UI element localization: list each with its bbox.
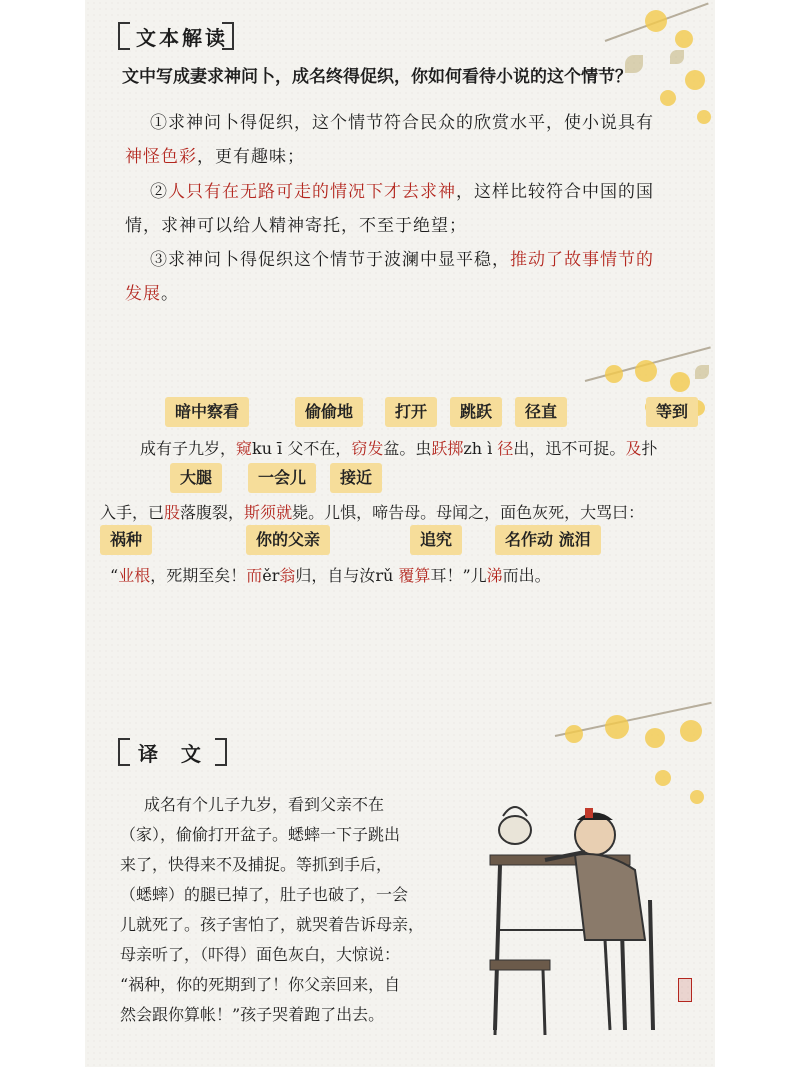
source-text: 扑 <box>641 439 658 458</box>
gloss-tag: 名作动 流泪 <box>495 525 601 555</box>
source-line-3 <box>110 563 551 586</box>
highlighted-word: 及 <box>625 439 642 458</box>
source-text: “ <box>110 566 119 585</box>
gloss-tag: 祸种 <box>100 525 152 555</box>
translation-body <box>120 790 450 1030</box>
gloss-tag: 打开 <box>385 397 437 427</box>
source-text: 出，迅不可捉。 <box>513 439 626 458</box>
source-text: 归，自与汝rǔ <box>295 566 399 585</box>
highlighted-word: 斯须 <box>244 503 277 522</box>
source-line-2 <box>100 500 644 523</box>
source-text: 耳！”儿 <box>430 566 487 585</box>
highlighted-word: 翁 <box>279 566 296 585</box>
highlighted-word: 径 <box>497 439 514 458</box>
answer-point-1-line-2: 神怪色彩，更有趣味； <box>125 147 305 167</box>
highlighted-word: 股 <box>164 503 181 522</box>
highlighted-word: 涕 <box>486 566 503 585</box>
answer-point-3-line-2: 发展。 <box>125 284 179 304</box>
gloss-tag: 径直 <box>515 397 567 427</box>
gloss-tag: 跳跃 <box>450 397 502 427</box>
highlighted-word: 就 <box>276 503 293 522</box>
source-text: ，死期至矣！ <box>150 566 247 585</box>
question-text: 文中写成妻求神问卜，成名终得促织，你如何看待小说的这个情节？ <box>122 67 632 87</box>
section-title: 译 文 <box>138 742 204 766</box>
answer-point-3-line-1: ③求神问卜得促织这个情节于波澜中显平稳，推动了故事情节的 <box>150 250 654 270</box>
answer-point-2-line-1: ②人只有在无路可走的情况下才去求神，这样比较符合中国的国 <box>150 182 654 202</box>
seal-stamp <box>678 978 692 1002</box>
translation-line: “祸种，你的死期到了！你父亲回来，自 <box>120 975 401 994</box>
source-text: 而出。 <box>502 566 551 585</box>
answer-point-1-line-1: ①求神问卜得促织，这个情节符合民众的欣赏水平，使小说具有 <box>150 113 654 133</box>
section-title: 文本解读 <box>136 26 228 50</box>
source-text: ěr <box>262 566 280 585</box>
translation-line: （家），偷偷打开盆子。蟋蟀一下子跳出 <box>120 825 401 844</box>
source-text: 成有子九岁， <box>140 439 237 458</box>
gloss-tag: 等到 <box>646 397 698 427</box>
highlighted-word: 而 <box>246 566 263 585</box>
answer-point-2-line-2: 情，求神可以给人精神寄托，不至于绝望； <box>125 216 467 236</box>
source-line-1 <box>140 436 657 459</box>
gloss-tag: 偷偷地 <box>295 397 363 427</box>
highlighted-word: 跃掷 <box>431 439 464 458</box>
highlighted-word: 窥 <box>236 439 253 458</box>
gloss-tag: 你的父亲 <box>246 525 330 555</box>
boy-at-table-illustration <box>485 790 705 1040</box>
translation-line: 母亲听了，（吓得）面色灰白，大惊说： <box>120 945 401 964</box>
translation-line: 来了，快得来不及捕捉。等抓到手后， <box>120 855 393 874</box>
source-text: ku ī 父不在， <box>252 439 352 458</box>
gloss-tag: 大腿 <box>170 463 222 493</box>
translation-line: 然会跟你算帐！”孩子哭着跑了出去。 <box>120 1005 385 1024</box>
source-text: 毙。儿惧，啼告母。母闻之，面色灰死，大骂曰： <box>292 503 645 522</box>
translation-line: 成名有个儿子九岁，看到父亲不在 <box>144 795 385 814</box>
source-text: 入手，已 <box>100 503 165 522</box>
translation-line: （蟋蟀）的腿已掉了，肚子也破了，一会 <box>120 885 409 904</box>
highlighted-word: 覆算 <box>398 566 431 585</box>
source-text: 落腹裂， <box>180 503 245 522</box>
source-text: 盆。虫 <box>383 439 432 458</box>
translation-line: 儿就死了。孩子害怕了，就哭着告诉母亲， <box>120 915 425 934</box>
highlighted-word: 窃发 <box>351 439 384 458</box>
gloss-tag: 接近 <box>330 463 382 493</box>
source-text: zh ì <box>463 439 498 458</box>
gloss-tag: 暗中察看 <box>165 397 249 427</box>
gloss-tag: 一会儿 <box>248 463 316 493</box>
highlighted-word: 业根 <box>118 566 151 585</box>
gloss-tag: 追究 <box>410 525 462 555</box>
